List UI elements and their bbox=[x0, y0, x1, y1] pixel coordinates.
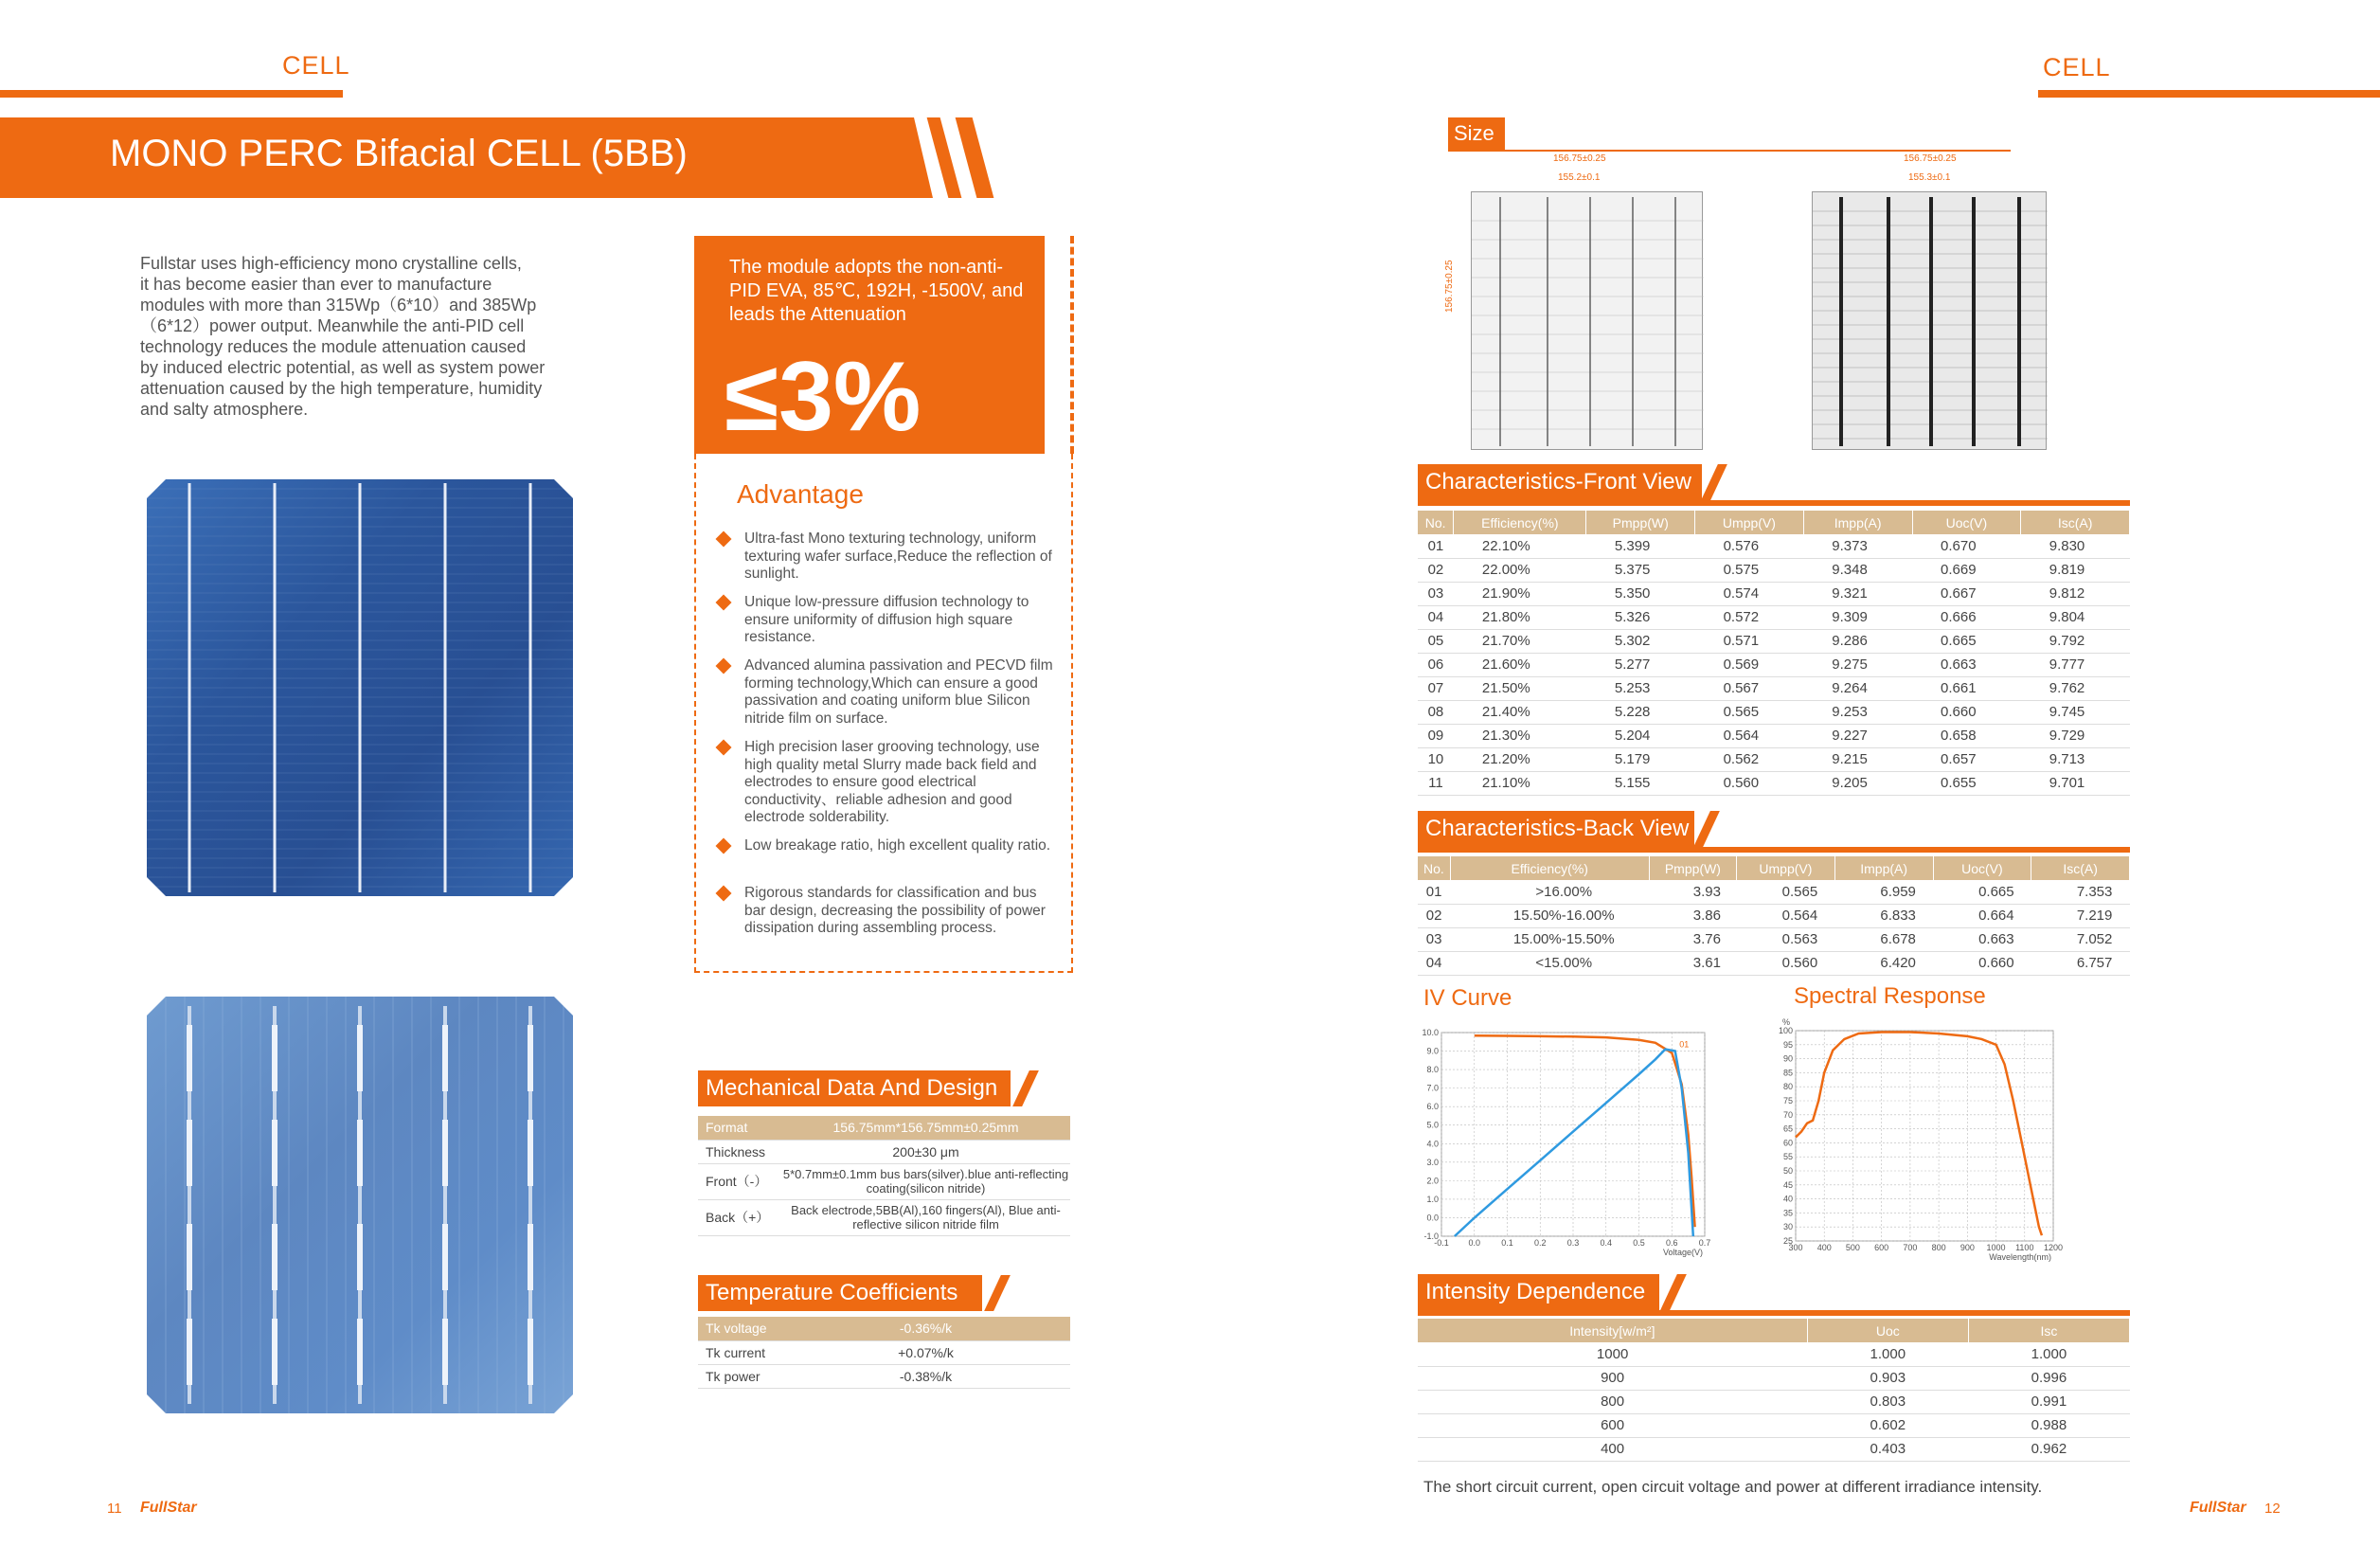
table-cell: 5.253 bbox=[1586, 676, 1695, 700]
table-cell: 9.373 bbox=[1803, 534, 1912, 558]
table-cell: 21.20% bbox=[1454, 747, 1586, 771]
y-tick-label: 70 bbox=[1782, 1109, 1793, 1120]
y-tick-label: 65 bbox=[1782, 1124, 1793, 1134]
back-outer-dimension: 156.75±0.25 bbox=[1904, 153, 1957, 164]
table-cell: 0.666 bbox=[1912, 605, 2021, 629]
table-cell: 21.10% bbox=[1454, 771, 1586, 795]
table-row bbox=[1418, 653, 2130, 676]
attenuation-value: ≤3% bbox=[725, 342, 922, 452]
header-slash bbox=[1660, 1274, 1687, 1310]
advantage-item: Unique low-pressure diffusion technology to ensure uniformity of diffusion high square resistance. bbox=[718, 594, 1054, 647]
table-cell: 08 bbox=[1418, 700, 1454, 724]
table-cell: 9.253 bbox=[1803, 700, 1912, 724]
table-row bbox=[1418, 904, 2130, 927]
x-tick-label: 0.2 bbox=[1533, 1238, 1547, 1248]
table-cell: 0.602 bbox=[1807, 1413, 1968, 1437]
x-axis-label: Wavelength(nm) bbox=[1989, 1252, 2051, 1262]
table-cell: 0.563 bbox=[1737, 927, 1835, 951]
table-row: Tk power -0.38%/k bbox=[698, 1364, 1070, 1388]
mechanical-table bbox=[698, 1116, 1070, 1236]
y-tick-label: 50 bbox=[1782, 1166, 1793, 1176]
diamond-bullet-icon bbox=[716, 838, 732, 854]
table-cell: 21.40% bbox=[1454, 700, 1586, 724]
table-cell: 400 bbox=[1418, 1437, 1807, 1461]
x-tick-label: 600 bbox=[1874, 1243, 1889, 1252]
table-row: Tk voltage -0.36%/k bbox=[698, 1317, 1070, 1340]
table-cell: 0.803 bbox=[1807, 1390, 1968, 1413]
table-cell: 5.350 bbox=[1586, 582, 1695, 605]
table-cell: 0.571 bbox=[1695, 629, 1804, 653]
table-cell: 5.375 bbox=[1586, 558, 1695, 582]
back-dimension-drawing bbox=[1812, 191, 2047, 450]
table-cell: 6.833 bbox=[1834, 904, 1933, 927]
table-cell: 0.665 bbox=[1912, 629, 2021, 653]
y-tick-label: 6.0 bbox=[1426, 1102, 1439, 1112]
table-row bbox=[1418, 534, 2130, 558]
table-cell: 0.669 bbox=[1912, 558, 2021, 582]
table-cell: 0.567 bbox=[1695, 676, 1804, 700]
solar-cell-back-image bbox=[147, 997, 573, 1413]
advantage-item: Ultra-fast Mono texturing technology, uniform texturing wafer surface,Reduce the reflection of sunlight. bbox=[718, 530, 1054, 584]
table-cell: 3.76 bbox=[1649, 927, 1736, 951]
x-tick-label: 0.5 bbox=[1633, 1238, 1645, 1248]
section-label-right: CELL bbox=[2043, 53, 2111, 81]
table-cell: 3.61 bbox=[1649, 951, 1736, 975]
x-tick-label: 0.1 bbox=[1501, 1238, 1513, 1248]
table-cell: 3.93 bbox=[1649, 880, 1736, 904]
plot-area bbox=[1796, 1031, 2053, 1241]
table-cell: 6.678 bbox=[1834, 927, 1933, 951]
table-cell: 0.667 bbox=[1912, 582, 2021, 605]
table-cell: 0.574 bbox=[1695, 582, 1804, 605]
advantage-title: Advantage bbox=[737, 479, 864, 509]
table-cell: 9.745 bbox=[2021, 700, 2130, 724]
size-title: Size bbox=[1448, 117, 1505, 150]
x-axis-label: Voltage(V) bbox=[1662, 1248, 1703, 1257]
table-row: Back（+） Back electrode,5BB(Al),160 fingers(Al), Blue anti-reflective silicon nitride film bbox=[698, 1199, 1070, 1235]
table-cell: 0.996 bbox=[1968, 1366, 2129, 1390]
table-cell: 7.219 bbox=[2031, 904, 2130, 927]
table-row bbox=[1418, 880, 2130, 904]
table-cell: 0.665 bbox=[1933, 880, 2031, 904]
header-slash bbox=[1693, 811, 1720, 847]
x-tick-label: 0.4 bbox=[1600, 1238, 1613, 1248]
table-cell: 06 bbox=[1418, 653, 1454, 676]
y-tick-label: 30 bbox=[1782, 1222, 1793, 1232]
table-cell: 9.275 bbox=[1803, 653, 1912, 676]
table-header-row: Intensity[w/m²] Uoc Isc bbox=[1418, 1319, 2130, 1342]
table-cell: 5.155 bbox=[1586, 771, 1695, 795]
table-cell: 21.90% bbox=[1454, 582, 1586, 605]
table-cell: 1.000 bbox=[1807, 1342, 1968, 1366]
table-cell: 5.228 bbox=[1586, 700, 1695, 724]
table-cell: 600 bbox=[1418, 1413, 1807, 1437]
table-cell: 10 bbox=[1418, 747, 1454, 771]
table-cell: 0.988 bbox=[1968, 1413, 2129, 1437]
table-cell: 0.660 bbox=[1912, 700, 2021, 724]
intro-paragraph: Fullstar uses high-efficiency mono crystalline cells, it has become easier than ever to manufacture modules with more than 315Wp（6*10）and 385Wp （6*12）power output. Meanwhile the anti-PID cell technology reduces the module attenuation caused by induced electric potential, as well as system power attenuation caused by the high temperature, humidity and salty atmosphere. bbox=[140, 254, 546, 419]
y-tick-label: 0.0 bbox=[1426, 1213, 1439, 1223]
brand-logo-left: FullStar bbox=[140, 1500, 197, 1516]
y-tick-label: 25 bbox=[1782, 1236, 1793, 1246]
table-cell: 800 bbox=[1418, 1390, 1807, 1413]
table-cell: 9.264 bbox=[1803, 676, 1912, 700]
y-tick-label: 7.0 bbox=[1426, 1083, 1439, 1093]
table-cell: 9.777 bbox=[2021, 653, 2130, 676]
table-header-row: No. Efficiency(%) Pmpp(W) Umpp(V) Impp(A) Uoc(V) Isc(A) bbox=[1418, 511, 2130, 534]
brand-logo-right: FullStar bbox=[2190, 1500, 2246, 1516]
table-cell: 9.215 bbox=[1803, 747, 1912, 771]
back-view-title: Characteristics-Back View bbox=[1418, 811, 1694, 847]
table-cell: 22.00% bbox=[1454, 558, 1586, 582]
table-row bbox=[1418, 1413, 2130, 1437]
table-cell: 05 bbox=[1418, 629, 1454, 653]
table-row: Front（-） 5*0.7mm±0.1mm bus bars(silver).blue anti-reflecting coating(silicon nitride) bbox=[698, 1163, 1070, 1199]
back-inner-dimension: 155.3±0.1 bbox=[1908, 172, 1951, 183]
table-cell: 0.670 bbox=[1912, 534, 2021, 558]
table-row: Tk current +0.07%/k bbox=[698, 1340, 1070, 1364]
diamond-bullet-icon bbox=[716, 886, 732, 902]
page-title: MONO PERC Bifacial CELL (5BB) bbox=[110, 133, 688, 174]
advantage-item: Low breakage ratio, high excellent quality ratio. bbox=[718, 837, 1054, 855]
x-tick-label: 400 bbox=[1816, 1243, 1832, 1252]
mechanical-title: Mechanical Data And Design bbox=[698, 1070, 1011, 1106]
table-row bbox=[1418, 927, 2130, 951]
table-cell: 04 bbox=[1418, 951, 1450, 975]
x-tick-label: -0.1 bbox=[1434, 1238, 1449, 1248]
x-tick-label: 0.7 bbox=[1698, 1238, 1711, 1248]
table-cell: 0.903 bbox=[1807, 1366, 1968, 1390]
table-cell: <15.00% bbox=[1450, 951, 1649, 975]
table-cell: 15.50%-16.00% bbox=[1450, 904, 1649, 927]
y-tick-label: 5.0 bbox=[1426, 1120, 1439, 1130]
table-cell: 9.729 bbox=[2021, 724, 2130, 747]
y-tick-label: 3.0 bbox=[1426, 1157, 1439, 1167]
spectral-response-title: Spectral Response bbox=[1794, 983, 1986, 1009]
table-cell: 9.205 bbox=[1803, 771, 1912, 795]
spectral-response-chart bbox=[1769, 1014, 2072, 1265]
table-cell: 0.658 bbox=[1912, 724, 2021, 747]
section-rule bbox=[1418, 1310, 2130, 1316]
table-row bbox=[1418, 629, 2130, 653]
table-cell: 9.804 bbox=[2021, 605, 2130, 629]
table-cell: 0.564 bbox=[1695, 724, 1804, 747]
table-header-row: No. Efficiency(%) Pmpp(W) Umpp(V) Impp(A) Uoc(V) Isc(A) bbox=[1418, 856, 2130, 880]
table-cell: 9.713 bbox=[2021, 747, 2130, 771]
front-dimension-drawing bbox=[1471, 191, 1703, 450]
table-row bbox=[1418, 1390, 2130, 1413]
table-cell: 0.962 bbox=[1968, 1437, 2129, 1461]
table-cell: 01 bbox=[1418, 534, 1454, 558]
table-cell: 15.00%-15.50% bbox=[1450, 927, 1649, 951]
table-cell: 9.830 bbox=[2021, 534, 2130, 558]
table-row bbox=[1418, 700, 2130, 724]
table-cell: >16.00% bbox=[1450, 880, 1649, 904]
header-slash bbox=[984, 1275, 1011, 1311]
header-rule-left bbox=[0, 90, 343, 98]
intensity-note: The short circuit current, open circuit voltage and power at different irradiance intensity. bbox=[1423, 1478, 2043, 1496]
y-tick-label: 2.0 bbox=[1426, 1176, 1439, 1186]
table-cell: 0.572 bbox=[1695, 605, 1804, 629]
table-cell: 21.60% bbox=[1454, 653, 1586, 676]
table-row bbox=[1418, 747, 2130, 771]
table-cell: 9.309 bbox=[1803, 605, 1912, 629]
table-cell: 5.204 bbox=[1586, 724, 1695, 747]
front-inner-dimension: 155.2±0.1 bbox=[1558, 172, 1601, 183]
table-cell: 1000 bbox=[1418, 1342, 1807, 1366]
y-tick-label: 80 bbox=[1782, 1082, 1793, 1092]
table-cell: 5.277 bbox=[1586, 653, 1695, 676]
table-cell: 7.353 bbox=[2031, 880, 2130, 904]
table-cell: 21.30% bbox=[1454, 724, 1586, 747]
table-cell: 3.86 bbox=[1649, 904, 1736, 927]
y-tick-label: 9.0 bbox=[1426, 1046, 1439, 1056]
table-cell: 21.80% bbox=[1454, 605, 1586, 629]
table-row bbox=[1418, 771, 2130, 795]
table-row: Format 156.75mm*156.75mm±0.25mm bbox=[698, 1116, 1070, 1140]
y-tick-label: 10.0 bbox=[1422, 1028, 1439, 1037]
y-tick-label: 45 bbox=[1782, 1179, 1793, 1190]
y-tick-label: 90 bbox=[1782, 1053, 1793, 1064]
front-view-title: Characteristics-Front View bbox=[1418, 464, 1702, 500]
table-row bbox=[1418, 1342, 2130, 1366]
table-row bbox=[1418, 951, 2130, 975]
table-cell: 0.569 bbox=[1695, 653, 1804, 676]
table-cell: 0.565 bbox=[1695, 700, 1804, 724]
y-tick-label: 95 bbox=[1782, 1039, 1793, 1050]
x-tick-label: 1100 bbox=[2015, 1243, 2034, 1252]
table-cell: 9.348 bbox=[1803, 558, 1912, 582]
table-cell: 21.50% bbox=[1454, 676, 1586, 700]
back-view-table bbox=[1418, 856, 2130, 976]
iv-curve-title: IV Curve bbox=[1423, 985, 1512, 1011]
banner-stripe bbox=[956, 117, 994, 198]
table-cell: 0.562 bbox=[1695, 747, 1804, 771]
table-cell: 0.560 bbox=[1737, 951, 1835, 975]
y-tick-label: -1.0 bbox=[1423, 1231, 1439, 1241]
table-row bbox=[1418, 1366, 2130, 1390]
table-cell: 6.420 bbox=[1834, 951, 1933, 975]
advantage-item: Advanced alumina passivation and PECVD film forming technology,Which can ensure a good passivation and coating uniform blue Silicon nitride film on surface. bbox=[718, 657, 1054, 728]
page-number-right: 12 bbox=[2264, 1501, 2281, 1517]
y-tick-label: 100 bbox=[1778, 1026, 1793, 1035]
y-tick-label: 55 bbox=[1782, 1152, 1793, 1162]
table-cell: 9.762 bbox=[2021, 676, 2130, 700]
table-row: Thickness 200±30 μm bbox=[698, 1140, 1070, 1163]
table-cell: 03 bbox=[1418, 582, 1454, 605]
x-tick-label: 900 bbox=[1959, 1243, 1975, 1252]
diamond-bullet-icon bbox=[716, 531, 732, 548]
table-cell: 0.991 bbox=[1968, 1390, 2129, 1413]
table-cell: 9.286 bbox=[1803, 629, 1912, 653]
table-cell: 0.565 bbox=[1737, 880, 1835, 904]
table-cell: 0.575 bbox=[1695, 558, 1804, 582]
y-tick-label: 8.0 bbox=[1426, 1065, 1439, 1075]
table-cell: 9.701 bbox=[2021, 771, 2130, 795]
table-cell: 0.657 bbox=[1912, 747, 2021, 771]
table-cell: 5.179 bbox=[1586, 747, 1695, 771]
table-cell: 9.819 bbox=[2021, 558, 2130, 582]
front-view-table bbox=[1418, 511, 2130, 796]
table-cell: 6.757 bbox=[2031, 951, 2130, 975]
y-tick-label: 1.0 bbox=[1426, 1194, 1439, 1204]
intensity-table bbox=[1418, 1319, 2130, 1462]
solar-cell-front-image bbox=[147, 479, 573, 896]
banner-stripe bbox=[927, 117, 962, 198]
table-cell: 0.663 bbox=[1912, 653, 2021, 676]
table-cell: 0.664 bbox=[1933, 904, 2031, 927]
table-cell: 9.227 bbox=[1803, 724, 1912, 747]
table-row bbox=[1418, 558, 2130, 582]
front-vertical-dimension: 156.75±0.25 bbox=[1444, 260, 1455, 313]
header-slash bbox=[1012, 1070, 1039, 1106]
table-cell: 07 bbox=[1418, 676, 1454, 700]
table-cell: 03 bbox=[1418, 927, 1450, 951]
table-cell: 7.052 bbox=[2031, 927, 2130, 951]
diamond-bullet-icon bbox=[716, 740, 732, 756]
x-tick-label: 0.0 bbox=[1468, 1238, 1481, 1248]
table-cell: 5.326 bbox=[1586, 605, 1695, 629]
table-cell: 09 bbox=[1418, 724, 1454, 747]
table-cell: 11 bbox=[1418, 771, 1454, 795]
table-row bbox=[1418, 724, 2130, 747]
section-rule bbox=[1418, 500, 2130, 506]
header-rule-right bbox=[2038, 90, 2380, 98]
x-tick-label: 0.3 bbox=[1566, 1238, 1580, 1248]
page-number-left: 11 bbox=[107, 1501, 122, 1517]
x-tick-label: 0.6 bbox=[1665, 1238, 1678, 1248]
section-label-left: CELL bbox=[282, 51, 350, 80]
advantage-item: Rigorous standards for classification and bus bar design, decreasing the possibility of power dissipation during assembling process. bbox=[718, 885, 1054, 938]
table-cell: 0.560 bbox=[1695, 771, 1804, 795]
table-cell: 0.576 bbox=[1695, 534, 1804, 558]
section-rule bbox=[1418, 847, 2130, 853]
advantage-item: High precision laser grooving technology, use high quality metal Slurry made back field and electrodes to ensure good electrical conductivity、reliable adhesion and good electrode solderability. bbox=[718, 739, 1054, 827]
size-rule bbox=[1448, 150, 2011, 152]
table-cell: 9.792 bbox=[2021, 629, 2130, 653]
header-slash bbox=[1701, 464, 1727, 500]
table-row bbox=[1418, 676, 2130, 700]
table-cell: 22.10% bbox=[1454, 534, 1586, 558]
table-cell: 21.70% bbox=[1454, 629, 1586, 653]
table-row bbox=[1418, 1437, 2130, 1461]
temperature-table bbox=[698, 1317, 1070, 1389]
table-cell: 04 bbox=[1418, 605, 1454, 629]
table-cell: 6.959 bbox=[1834, 880, 1933, 904]
y-tick-label: 75 bbox=[1782, 1096, 1793, 1106]
front-outer-dimension: 156.75±0.25 bbox=[1553, 153, 1606, 164]
table-cell: 9.321 bbox=[1803, 582, 1912, 605]
diamond-bullet-icon bbox=[716, 595, 732, 611]
x-tick-label: 300 bbox=[1788, 1243, 1803, 1252]
table-cell: 5.302 bbox=[1586, 629, 1695, 653]
x-tick-label: 1000 bbox=[1986, 1243, 2006, 1252]
temperature-title: Temperature Coefficients bbox=[698, 1275, 982, 1311]
series-label: 01 bbox=[1679, 1039, 1690, 1050]
table-cell: 02 bbox=[1418, 904, 1450, 927]
y-axis-label: % bbox=[1782, 1017, 1791, 1027]
y-tick-label: 40 bbox=[1782, 1194, 1793, 1204]
table-cell: 1.000 bbox=[1968, 1342, 2129, 1366]
x-tick-label: 700 bbox=[1903, 1243, 1918, 1252]
y-tick-label: 4.0 bbox=[1426, 1139, 1439, 1149]
table-cell: 900 bbox=[1418, 1366, 1807, 1390]
table-cell: 0.660 bbox=[1933, 951, 2031, 975]
table-row bbox=[1418, 605, 2130, 629]
y-tick-label: 60 bbox=[1782, 1138, 1793, 1148]
table-cell: 0.661 bbox=[1912, 676, 2021, 700]
table-cell: 0.655 bbox=[1912, 771, 2021, 795]
table-cell: 02 bbox=[1418, 558, 1454, 582]
x-tick-label: 800 bbox=[1931, 1243, 1946, 1252]
x-tick-label: 1200 bbox=[2043, 1243, 2064, 1252]
iv-curve-chart bbox=[1402, 1018, 1724, 1265]
table-cell: 0.403 bbox=[1807, 1437, 1968, 1461]
table-row bbox=[1418, 582, 2130, 605]
y-tick-label: 85 bbox=[1782, 1068, 1793, 1078]
x-tick-label: 500 bbox=[1845, 1243, 1860, 1252]
y-tick-label: 35 bbox=[1782, 1208, 1793, 1218]
diamond-bullet-icon bbox=[716, 658, 732, 674]
table-cell: 9.812 bbox=[2021, 582, 2130, 605]
table-cell: 0.663 bbox=[1933, 927, 2031, 951]
intensity-title: Intensity Dependence bbox=[1418, 1274, 1659, 1310]
attenuation-dash-edge bbox=[1051, 236, 1074, 454]
table-cell: 01 bbox=[1418, 880, 1450, 904]
attenuation-text: The module adopts the non-anti-PID EVA, 85℃, 192H, -1500V, and leads the Attenuation bbox=[729, 257, 1024, 325]
table-cell: 0.564 bbox=[1737, 904, 1835, 927]
table-cell: 5.399 bbox=[1586, 534, 1695, 558]
